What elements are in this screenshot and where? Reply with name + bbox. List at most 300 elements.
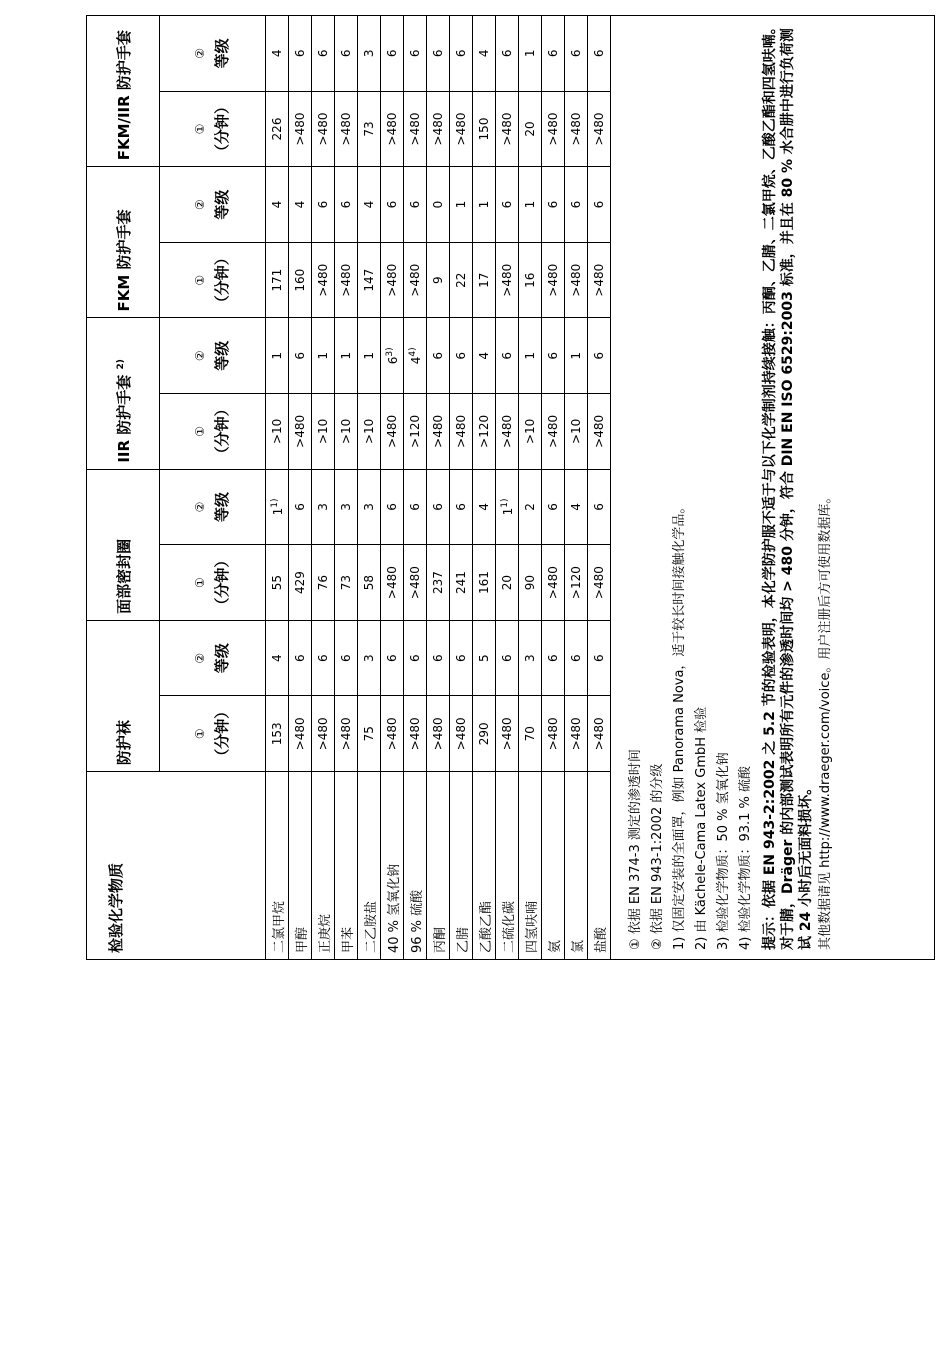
circle-marker: ②	[193, 652, 207, 664]
table-cell	[335, 696, 358, 772]
cell-value: 6	[408, 654, 422, 662]
table-cell	[289, 16, 312, 92]
cell-value: 3	[362, 503, 376, 511]
subheader-time-2	[160, 394, 266, 470]
table-cell	[404, 16, 427, 92]
cell-value: 4	[408, 356, 423, 365]
cell-value: 4	[569, 503, 583, 511]
cell-value: 6	[592, 49, 606, 58]
table-cell	[588, 620, 611, 696]
table-cell	[588, 394, 611, 470]
cell-value: 4	[270, 49, 284, 58]
cell-value: 73	[339, 574, 353, 591]
cell-value: >10	[362, 418, 376, 445]
footnote-ref: 3)	[384, 347, 395, 357]
cell-value: >120	[408, 414, 422, 448]
cell-value: 6	[546, 351, 560, 360]
circle-marker: ①	[193, 728, 207, 740]
table-cell	[404, 469, 427, 545]
cell-value: >10	[316, 418, 330, 445]
subheader-label: （分钟）	[213, 552, 231, 613]
cell-value: 6	[385, 49, 399, 58]
table-row	[381, 16, 404, 960]
cell-value: 150	[477, 117, 491, 141]
cell-value: 1	[270, 507, 285, 516]
cell-value: 6	[500, 351, 514, 360]
table-cell	[588, 16, 611, 92]
table-cell	[542, 318, 565, 394]
table-cell	[335, 394, 358, 470]
cell-value: >480	[385, 566, 399, 600]
cell-value: 6	[293, 49, 307, 58]
table-cell	[427, 242, 450, 318]
cell-value: 75	[362, 726, 376, 742]
table-cell	[427, 318, 450, 394]
cell-value: 6	[569, 49, 583, 58]
chemical-name: 盐酸	[588, 772, 611, 960]
table-row	[358, 16, 381, 960]
table-cell	[289, 620, 312, 696]
table-cell	[266, 545, 289, 621]
table-cell	[335, 16, 358, 92]
header-chemical: 检验化学物质	[87, 772, 266, 960]
table-cell	[450, 394, 473, 470]
table-cell	[565, 318, 588, 394]
header-group-fkm-iir-glove: FKM/IIR 防护手套	[87, 16, 160, 167]
subheader-label: 等级	[213, 643, 231, 674]
subheader-time-4	[160, 91, 266, 167]
table-cell	[473, 394, 496, 470]
table-cell	[266, 91, 289, 167]
cell-value: 6	[592, 654, 606, 662]
table-cell	[519, 620, 542, 696]
cell-value: >480	[339, 263, 353, 297]
table-cell	[588, 469, 611, 545]
table-cell	[565, 16, 588, 92]
footnote-2: ② 依据 EN 943-1:2002 的分级	[650, 763, 665, 950]
table-cell	[312, 167, 335, 243]
cell-value: 4	[293, 200, 307, 209]
chemical-name: 二氯甲烷	[266, 772, 289, 960]
cell-value: 6	[454, 503, 468, 511]
table-cell	[427, 545, 450, 621]
cell-value: >480	[592, 566, 606, 600]
table-cell	[542, 696, 565, 772]
cell-value: 429	[293, 571, 307, 595]
table-row	[519, 16, 542, 960]
table-cell	[266, 394, 289, 470]
cell-value: >480	[592, 112, 606, 146]
chemical-name: 甲苯	[335, 772, 358, 960]
table-row	[542, 16, 565, 960]
cell-value: 6	[569, 654, 583, 662]
cell-value: 241	[454, 571, 468, 595]
table-cell	[450, 167, 473, 243]
table-cell	[358, 167, 381, 243]
table-cell	[312, 16, 335, 92]
table-cell	[404, 91, 427, 167]
chemical-name: 氯	[565, 772, 588, 960]
cell-value: >480	[569, 717, 583, 751]
cell-value: 1	[569, 351, 583, 360]
cell-value: 6	[385, 356, 400, 365]
cell-value: >10	[270, 418, 284, 445]
cell-value: >480	[408, 112, 422, 146]
cell-value: 73	[362, 121, 376, 137]
table-cell	[404, 242, 427, 318]
cell-value: 1	[270, 351, 284, 360]
circle-marker: ①	[193, 274, 207, 286]
table-cell	[289, 394, 312, 470]
cell-value: 237	[431, 571, 445, 595]
table-cell	[358, 620, 381, 696]
table-cell	[473, 16, 496, 92]
cell-value: 6	[339, 200, 353, 209]
cell-value: 6	[546, 654, 560, 662]
subheader-grade-0	[160, 620, 266, 696]
subheader-grade-3	[160, 167, 266, 243]
table-cell	[565, 469, 588, 545]
chemical-name: 40 % 氢氧化钠	[381, 772, 404, 960]
cell-value: >480	[431, 112, 445, 146]
cell-value: 6	[500, 49, 514, 58]
cell-value: 6	[316, 654, 330, 662]
cell-value: >480	[546, 566, 560, 600]
cell-value: >480	[316, 263, 330, 297]
table-cell	[450, 620, 473, 696]
subheader-grade-1	[160, 469, 266, 545]
table-cell	[335, 167, 358, 243]
table-cell	[427, 696, 450, 772]
subheader-time-1	[160, 545, 266, 621]
table-cell	[473, 545, 496, 621]
cell-value: 6	[546, 200, 560, 209]
table-cell	[404, 167, 427, 243]
cell-value: >480	[454, 414, 468, 448]
chemical-name: 丙酮	[427, 772, 450, 960]
table-cell	[266, 696, 289, 772]
cell-value: >480	[454, 112, 468, 146]
table-cell	[542, 469, 565, 545]
table-cell	[381, 394, 404, 470]
table-cell	[381, 545, 404, 621]
cell-value: 6	[316, 49, 330, 58]
header-group-socks: 防护袜	[87, 620, 160, 771]
circle-marker: ①	[193, 123, 207, 135]
cell-value: 0	[431, 200, 445, 209]
cell-value: >480	[546, 414, 560, 448]
table-row	[312, 16, 335, 960]
cell-value: >480	[408, 263, 422, 297]
cell-value: >480	[500, 717, 514, 751]
cell-value: >480	[385, 112, 399, 146]
table-cell	[450, 16, 473, 92]
table-cell	[496, 91, 519, 167]
table-cell	[519, 545, 542, 621]
subheader-label: （分钟）	[213, 99, 231, 160]
cell-value: 147	[362, 268, 376, 292]
cell-value: 20	[500, 574, 514, 591]
cell-value: 1	[362, 351, 376, 360]
cell-value: 6	[385, 200, 399, 209]
cell-value: >480	[431, 414, 445, 448]
cell-value: >480	[408, 717, 422, 751]
cell-value: >480	[385, 717, 399, 751]
table-cell	[542, 545, 565, 621]
cell-value: >480	[500, 263, 514, 297]
table-cell	[404, 620, 427, 696]
cell-value: 6	[408, 49, 422, 58]
table-body	[266, 16, 611, 960]
table-cell	[565, 394, 588, 470]
cell-value: 20	[523, 121, 537, 137]
table-cell	[358, 469, 381, 545]
table-cell	[404, 318, 427, 394]
chemical-name: 乙酸乙酯	[473, 772, 496, 960]
cell-value: >480	[500, 112, 514, 146]
table-cell	[496, 696, 519, 772]
subheader-label: （分钟）	[213, 703, 231, 764]
table-cell	[289, 167, 312, 243]
cell-value: >10	[569, 418, 583, 445]
table-cell	[473, 469, 496, 545]
table-cell	[450, 318, 473, 394]
subheader-label: （分钟）	[213, 401, 231, 462]
cell-value: 70	[523, 726, 537, 742]
table-cell	[312, 696, 335, 772]
cell-value: 4	[362, 200, 376, 209]
table-cell	[519, 696, 542, 772]
circle-marker: ①	[193, 426, 207, 437]
cell-value: 290	[477, 722, 491, 746]
table-cell	[335, 318, 358, 394]
table-cell	[289, 469, 312, 545]
table-cell	[289, 91, 312, 167]
cell-value: 6	[431, 351, 445, 360]
table-cell	[312, 91, 335, 167]
table-cell	[542, 91, 565, 167]
table-cell	[289, 242, 312, 318]
table-cell	[496, 16, 519, 92]
chemical-name: 正庚烷	[312, 772, 335, 960]
chemical-name: 甲醇	[289, 772, 312, 960]
table-cell	[450, 469, 473, 545]
cell-value: >480	[385, 414, 399, 448]
table-row	[588, 16, 611, 960]
table-cell	[381, 469, 404, 545]
table-cell	[519, 394, 542, 470]
table-row	[496, 16, 519, 960]
cell-value: 1	[523, 351, 537, 360]
table-cell	[266, 16, 289, 92]
chemical-name: 四氢呋喃	[519, 772, 542, 960]
cell-value: >480	[293, 414, 307, 448]
table-row	[289, 16, 312, 960]
more-info-line: 其他数据请见 http://www.draeger.com/voice。用户注册后方可使用数据库。	[818, 490, 833, 950]
table-cell	[565, 545, 588, 621]
cell-value: 6	[546, 49, 560, 58]
chemical-name: 二乙胺盐	[358, 772, 381, 960]
table-cell	[496, 167, 519, 243]
cell-value: 55	[270, 574, 284, 591]
cell-value: 16	[523, 272, 537, 288]
table-cell	[496, 620, 519, 696]
table-cell	[450, 696, 473, 772]
cell-value: 1	[523, 49, 537, 58]
table-row	[450, 16, 473, 960]
table-cell	[289, 318, 312, 394]
table-cell	[312, 318, 335, 394]
subheader-label: 等级	[213, 491, 231, 522]
cell-value: 6	[454, 351, 468, 360]
table-cell	[335, 469, 358, 545]
table-cell	[450, 91, 473, 167]
table-cell	[381, 318, 404, 394]
table-cell	[473, 242, 496, 318]
chemical-name: 96 % 硫酸	[404, 772, 427, 960]
cell-value: 1	[316, 351, 330, 360]
table-cell	[565, 242, 588, 318]
table-cell	[542, 16, 565, 92]
cell-value: 4	[477, 49, 491, 58]
table-cell	[565, 91, 588, 167]
table-cell	[519, 167, 542, 243]
cell-value: >10	[523, 418, 537, 445]
table-cell	[289, 545, 312, 621]
table-cell	[427, 167, 450, 243]
table-cell	[473, 620, 496, 696]
cell-value: >480	[339, 112, 353, 146]
table-cell	[266, 620, 289, 696]
hint-paragraph: 提示：依据 EN 943-2:2002 之 5.2 节的检验表明，本化学防护服不适于与以下化学制剂持续接触：丙酮、乙腈、二氯甲烷、乙酸乙酯和四氢呋喃。对于腈，Dräger 的内部测试表明所有元件的渗透时间均 > 480 分钟，符合 DIN EN ISO 6529:2003 标准，并且在 80 % 水合肼中进行负荷测试 24 小时后无面料损坏。	[762, 20, 814, 950]
table-cell	[496, 318, 519, 394]
subheader-label: （分钟）	[213, 250, 231, 311]
cell-value: 1	[500, 507, 515, 516]
table-cell	[496, 469, 519, 545]
table-cell	[565, 620, 588, 696]
table-cell	[266, 167, 289, 243]
cell-value: >480	[569, 112, 583, 146]
table-cell	[427, 469, 450, 545]
table-cell	[565, 167, 588, 243]
table-cell	[266, 242, 289, 318]
cell-value: 4	[477, 351, 491, 360]
cell-value: 171	[270, 268, 284, 292]
cell-value: 9	[431, 276, 445, 285]
subheader-grade-2	[160, 318, 266, 394]
subheader-time-0	[160, 696, 266, 772]
header-group-face-seal: 面部密封圈	[87, 469, 160, 620]
cell-value: 1	[523, 200, 537, 209]
cell-value: >480	[546, 717, 560, 751]
cell-value: 6	[339, 654, 353, 662]
subheader-label: 等级	[213, 340, 231, 371]
cell-value: 6	[431, 654, 445, 662]
table-cell	[358, 394, 381, 470]
table-cell	[473, 696, 496, 772]
table-cell	[266, 469, 289, 545]
table-cell	[542, 167, 565, 243]
table-cell	[588, 696, 611, 772]
subheader-grade-4	[160, 16, 266, 92]
table-cell	[335, 620, 358, 696]
table-cell	[289, 696, 312, 772]
table-cell	[473, 318, 496, 394]
table-cell	[588, 318, 611, 394]
subheader-label: 等级	[213, 38, 231, 69]
table-cell	[404, 545, 427, 621]
table-cell	[450, 545, 473, 621]
cell-value: >480	[293, 717, 307, 751]
footnote-3: 1) 仅固定安装的全面罩，例如 Panorama Nova，适于较长时间接触化学品。	[672, 500, 687, 950]
header-group-fkm-glove: FKM 防护手套	[87, 167, 160, 318]
table-cell	[335, 91, 358, 167]
circle-marker: ①	[193, 577, 207, 588]
cell-value: >480	[592, 717, 606, 751]
footnote-1: ① 依据 EN 374-3 测定的渗透时间	[628, 749, 643, 950]
table-cell	[381, 167, 404, 243]
subheader-time-3	[160, 242, 266, 318]
footnote-ref: 1)	[269, 498, 280, 508]
footnote-ref: 1)	[499, 498, 510, 508]
cell-value: 2	[523, 503, 537, 511]
chemical-resistance-table	[86, 15, 611, 960]
table-cell	[404, 394, 427, 470]
table-cell	[588, 91, 611, 167]
footnote-4: 2) 由 Kächele-Cama Latex GmbH 检验	[694, 706, 709, 950]
table-cell	[542, 620, 565, 696]
cell-value: 6	[431, 49, 445, 58]
cell-value: 3	[362, 49, 376, 58]
cell-value: 17	[477, 272, 491, 288]
cell-value: >480	[569, 263, 583, 297]
table-row	[427, 16, 450, 960]
table-cell	[427, 394, 450, 470]
table-cell	[519, 318, 542, 394]
cell-value: >480	[385, 263, 399, 297]
cell-value: 6	[339, 49, 353, 58]
table-cell	[519, 242, 542, 318]
cell-value: 3	[339, 503, 353, 511]
cell-value: >480	[546, 112, 560, 146]
table-cell	[312, 469, 335, 545]
cell-value: 58	[362, 574, 376, 591]
table-cell	[542, 242, 565, 318]
cell-value: 6	[592, 351, 606, 360]
cell-value: 3	[523, 654, 537, 662]
circle-marker: ②	[193, 47, 207, 59]
cell-value: >10	[339, 418, 353, 445]
table-cell	[335, 242, 358, 318]
cell-value: 22	[454, 272, 468, 288]
table-cell	[404, 696, 427, 772]
table-cell	[312, 394, 335, 470]
cell-value: 6	[293, 654, 307, 662]
footnote-6: 4) 检验化学物质：93.1 % 硫酸	[738, 765, 753, 950]
table-cell	[519, 16, 542, 92]
cell-value: 1	[477, 200, 491, 209]
table-cell	[519, 91, 542, 167]
table-row	[565, 16, 588, 960]
table-cell	[427, 620, 450, 696]
cell-value: >480	[454, 717, 468, 751]
table-cell	[588, 167, 611, 243]
cell-value: 160	[293, 268, 307, 292]
cell-value: >120	[569, 566, 583, 600]
table-cell	[450, 242, 473, 318]
table-cell	[588, 545, 611, 621]
table-cell	[381, 91, 404, 167]
